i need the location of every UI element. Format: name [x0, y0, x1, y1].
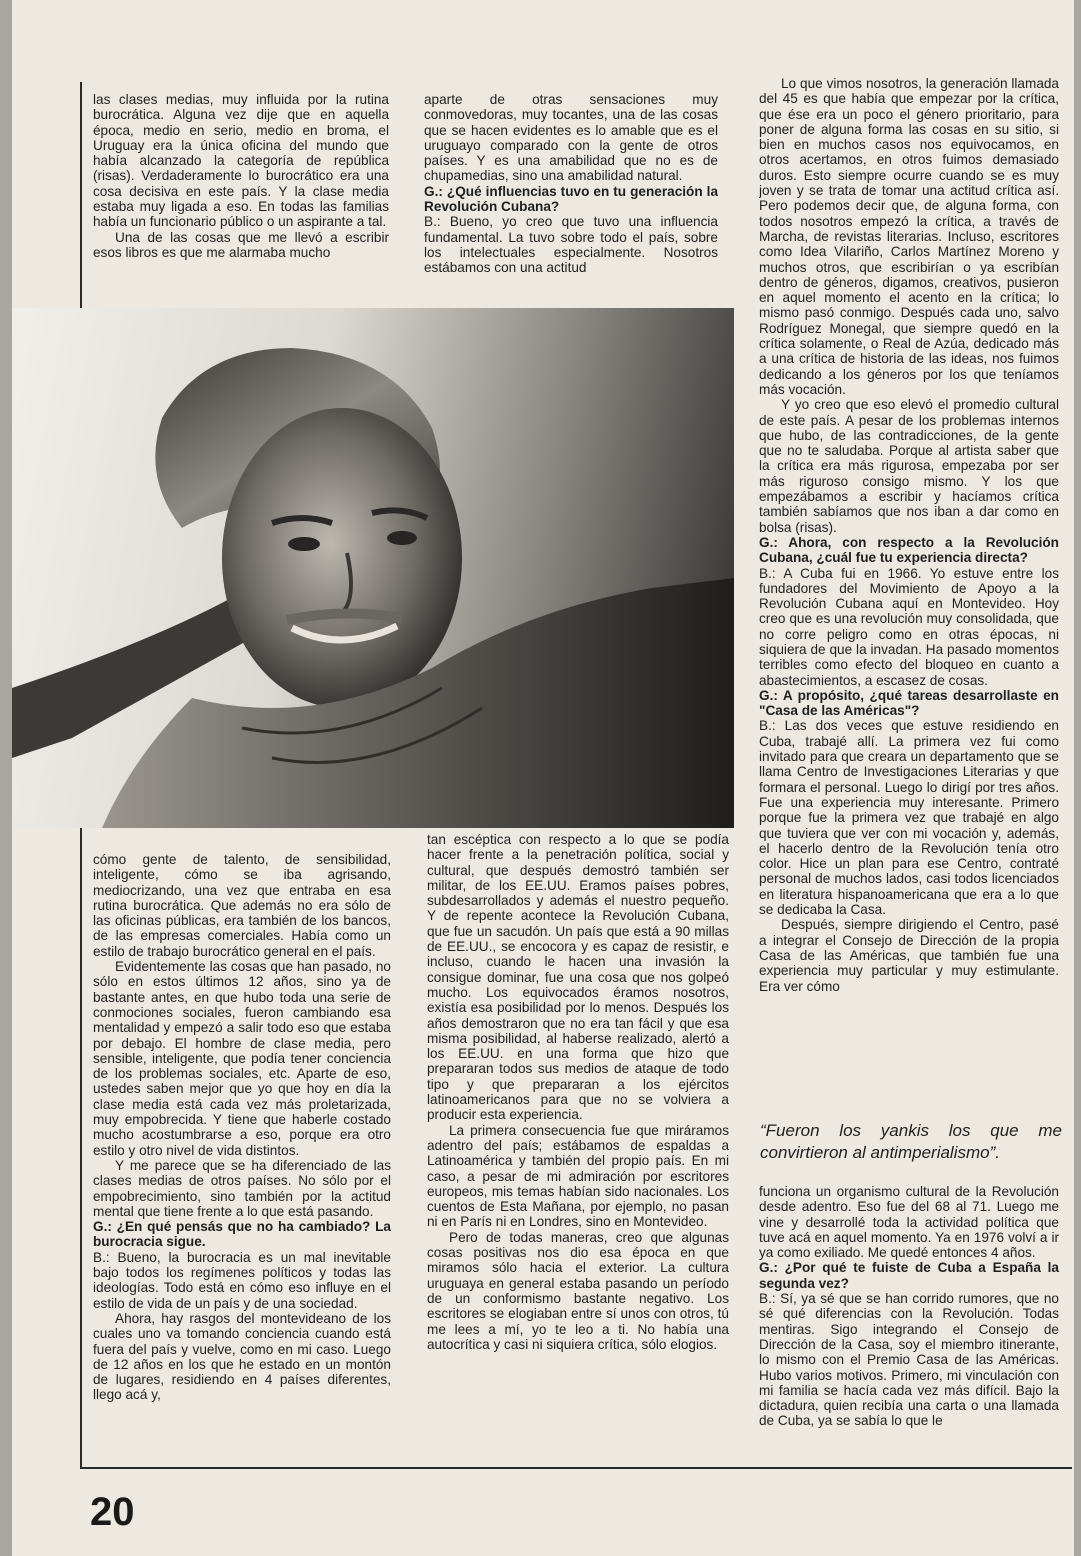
paragraph: La primera consecuencia fue que miráramos adentro del país; estábamos de espaldas a Latinoamérica y también del propio país. En mi caso, a pesar de mi admiración por escritores europeos, mis temas habían sido nacionales. Los cuentos de Esta Mañana, por ejemplo, no pasan ni en París ni en Londres, sino en Montevideo.	[427, 1122, 729, 1230]
paragraph: B.: Sí, ya sé que se han corrido rumores, que no sé qué diferencias con la Revolución. Todas mentiras. Sigo integrando el Consejo de Dirección de la Casa, soy el miembro itinerante, lo mismo con el Premio Casa de las Américas. Hubo varios motivos. Primero, mi vinculación con mi familia se hacía cada vez más difícil. Bajo la dictadura, quien recibía una carta o una llamada de Cuba, ya se sabía lo que le	[759, 1291, 1059, 1429]
paragraph: tan escéptica con respecto a lo que se podía hacer frente a la penetración política, social y cultural, que después demostró también ser militar, de los EE.UU. Eramos países pobres, subdesarrollados y además el nuestro pequeño. Y de repente acontece la Revolución Cubana, que fue un sacudón. Un país que está a 90 millas de EE.UU., se encocora y es capaz de resistir, e incluso, cuando le hacen una invasión la consigue dominar, fue una cosa que nos golpeó mucho. Los equivocados éramos nosotros, existía esa posibilidad por lo menos. Después los años demostraron que no era tan fácil y que esa misma posibilidad, al haberse realizado, alertó a los EE.UU. en una forma que hizo que prepararan todos sus medios de ataque de todo tipo y que prepararan a los ejércitos latinoamericanos para que no se volviera a producir esta experiencia.	[427, 832, 729, 1123]
article-column-top-middle	[424, 92, 718, 292]
portrait-illustration	[12, 308, 734, 828]
paragraph: Evidentemente las cosas que han pasado, no sólo en estos últimos 12 años, sino ya de bastante antes, en que hubo toda una serie de conmociones sociales, fueron cambiando esa mentalidad y empezó a salir todo eso que estaba por debajo. El hombre de clase media, pero sensible, inteligente, que podía tener conciencia de los problemas sociales, etc. Aparte de eso, ustedes saben mejor que yo que hoy en día la clase media está cada vez más proletarizada, muy empobrecida. Y tiene que haberle costado mucho acostumbrarse a eso, porque era otro estilo y otro nivel de vida distintos.	[93, 959, 391, 1158]
paragraph: aparte de otras sensaciones muy conmovedoras, muy tocantes, una de las cosas que se hacen evidentes es lo amable que es el uruguayo comparado con la gente de otros países. Y es una amabilidad que no es de chupamedias, sino una amabilidad natural.	[424, 92, 718, 184]
author-portrait-photo	[12, 308, 734, 828]
paragraph: Pero de todas maneras, creo que algunas cosas positivas nos dio esa época en que miramos sólo hacia el exterior. La cultura uruguaya en general estaba pasando un período de un conformismo bastante negativo. Los escritores se elogiaban entre sí unos con otros, tú me lees a mí, yo te leo a ti. No había una autocrítica y casi ni siquiera crítica, sólo elogios.	[427, 1229, 729, 1352]
paragraph: B.: Bueno, yo creo que tuvo una influencia fundamental. La tuvo sobre todo el país, sobre los intelectuales especialmente. Nosotros estábamos con una actitud	[424, 214, 718, 276]
article-column-bottom-middle	[427, 832, 729, 1478]
paragraph: G.: ¿Qué influencias tuvo en tu generación la Revolución Cubana?	[424, 183, 718, 215]
paragraph: Una de las cosas que me llevó a escribir esos libros es que me alarmaba mucho	[93, 229, 389, 260]
paragraph: las clases medias, muy influida por la rutina burocrática. Alguna vez dije que en aquella época, medio en serio, medio en broma, el Uruguay era la única oficina del mundo que había alcanzado la categoría de república (risas). Verdaderamente lo burocrático era una cosa decisiva en este país. Y la clase media estaba muy ligada a eso. En todas las familias había un funcionario público o un aspirante a tal.	[93, 92, 389, 230]
paragraph: B.: Bueno, la burocracia es un mal inevitable bajo todos los regímenes políticos y todas las ideologías. Todo está en cómo eso influye en el estilo de vida de un país y de una sociedad.	[93, 1249, 391, 1311]
article-column-bottom-left	[93, 852, 391, 1477]
article-column-right	[759, 76, 1059, 1118]
paragraph: Ahora, hay rasgos del montevideano de los cuales uno va tomando conciencia cuando está fuera del país y vuelve, como en mi caso. Luego de 12 años en los que he estado en un montón de lugares, residiendo en 4 países diferentes, llego acá y,	[93, 1310, 391, 1403]
paragraph: Y yo creo que eso elevó el promedio cultural de este país. A pesar de los problemas internos que hubo, de las contradicciones, de la gente que no te saludaba. Porque al artista saber que la crítica era más rigurosa, empezaba por ser más riguroso consigo mismo. Y los que empezábamos a escribir y hacíamos crítica también sabíamos que nos iban a dar como en bolsa (risas).	[759, 397, 1059, 535]
paragraph: B.: Las dos veces que estuve residiendo en Cuba, trabajé allí. La primera vez fui como invitado para que creara un departamento que se llama Centro de Investigaciones Literarias y que formara el personal. Luego lo dirigí por tres años. Fue una experiencia muy interesante. Primero porque fue la primera vez que trabajé en algo que tuviera que ver con mi vocación y, además, el hacerlo dentro de la Revolución tenía otro color. Hice un plan para ese Centro, contraté personal de muchos lados, casi todos licenciados en literatura hispanoamericana que era a lo que se dedicaba la Casa.	[759, 718, 1059, 918]
paragraph: G.: ¿Por qué te fuiste de Cuba a España la segunda vez?	[759, 1260, 1059, 1291]
pull-quote: “Fueron los yankis los que me convirtieron al antimperialismo”.	[760, 1121, 1062, 1162]
page-number: 20	[90, 1490, 135, 1534]
article-column-top-left	[93, 92, 389, 302]
paragraph: B.: A Cuba fui en 1966. Yo estuve entre los fundadores del Movimiento de Apoyo a la Revolución Cubana aquí en Montevideo. Hoy creo que es una revolución muy consolidada, que no corre peligro como en otras épocas, ni siquiera de que la invadan. Ha pasado momentos terribles como efecto del bloqueo en cuanto a abastecimientos, a escasez de cosas.	[759, 565, 1059, 688]
paragraph: G.: Ahora, con respecto a la Revolución Cubana, ¿cuál fue tu experiencia directa?	[759, 534, 1059, 566]
paragraph: Y me parece que se ha diferenciado de las clases medias de otros países. No sólo por el empobrecimiento, sino también por la actitud mental que tiene frente a lo que está pasando.	[93, 1157, 391, 1219]
paragraph: G.: A propósito, ¿qué tareas desarrollaste en "Casa de las Américas"?	[759, 687, 1059, 719]
magazine-page	[12, 0, 1074, 1556]
article-column-bottom-right	[759, 1184, 1059, 1460]
paragraph: G.: ¿En qué pensás que no ha cambiado? La burocracia sigue.	[93, 1219, 391, 1250]
paragraph: cómo gente de talento, de sensibilidad, inteligente, cómo se iba agrisando, mediocrizando, una vez que entraba en esa rutina burocrática. Que además no era sólo de las oficinas públicas, era también de los bancos, de las empresas comerciales. Había como un estilo de trabajo burocrático general en el país.	[93, 852, 391, 959]
paragraph: Después, siempre dirigiendo el Centro, pasé a integrar el Consejo de Dirección de la propia Casa de las Américas, que también fue una experiencia muy particular y muy estimulante. Era ver cómo	[759, 917, 1059, 994]
paragraph: funciona un organismo cultural de la Revolución desde adentro. Eso fue del 68 al 71. Luego me vine y desarrollé toda la actividad política que tuve acá en aquel momento. Ya en 1976 volví a ir ya como exiliado. Me quedé entonces 4 años.	[759, 1184, 1059, 1261]
paragraph: Lo que vimos nosotros, la generación llamada del 45 es que había que empezar por la crítica, que ése era un poco el género prioritario, para poner de alguna forma las cosas en su sitio, si bien en muchos casos nos equivocamos, en otros acertamos, en otros fuimos demasiado duros. Esto siempre ocurre cuando se es muy joven y se trata de tomar una actitud crítica así. Pero podemos decir que, de alguna forma, con todos nosotros empezó la crítica, a través de Marcha, de revistas literarias. Incluso, escritores como Idea Vilariño, Carlos Martínez Moreno y muchos otros, que escribirían o ya escribían dentro de géneros, digamos, creativos, pusieron en aquel momento el acento en la crítica; lo mismo pasó conmigo. Después cada uno, salvo Rodríguez Monegal, que siempre quedó en la crítica solamente, o Real de Azúa, dedicado más a una crítica de historia de las ideas, nos fuimos dedicando a los géneros por los que teníamos más vocación.	[759, 76, 1059, 397]
